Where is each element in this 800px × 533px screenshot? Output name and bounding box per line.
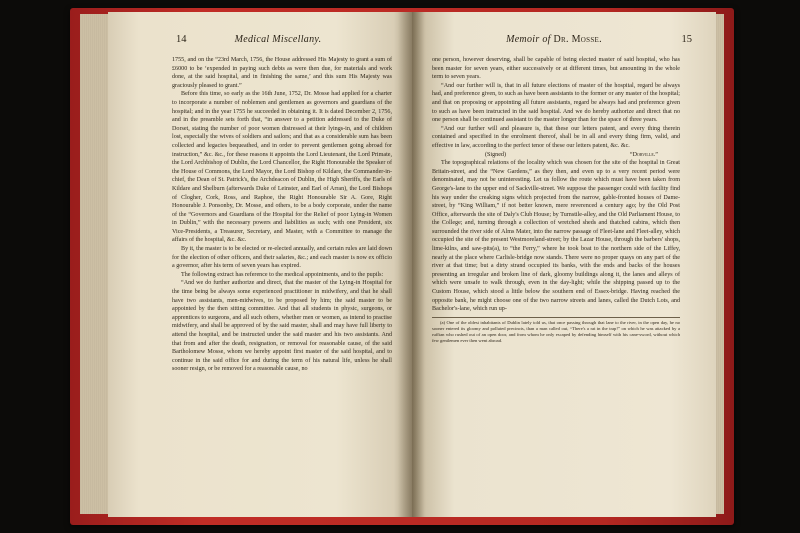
signature-name: “Dorville.”: [629, 151, 658, 158]
left-running-title: Medical Miscellany.: [234, 34, 322, 45]
right-page: [412, 12, 716, 517]
signed-label: (Signed): [485, 151, 506, 158]
running-title-prefix: Memoir of: [506, 34, 554, 45]
paragraph: Before this time, so early as the 16th June, 1752, Dr. Mosse had applied for a charter to incorporate a number of noblemen and gentlemen as governors and guardians of the hospital; and in the year 1755 he succeeded in obtaining it. It is dated December 2, 1756, and in the preamble sets forth that, “in answer to a petition addressed to the Duke of Dorset, stating the number of poor women distressed at their lyings-in, and of children lost, especially the wives of soldiers and sailors; and that as a considerable sum has been collected and legacies bequeathed, and in order to prevent gentlemen going abroad for instruction,” &c. &c., for these reasons it appoints the Lord Lieutenant, the Lord Primate, the Lord Archbishop of Dublin, the Lord Chancellor, the Right Honourable the Speaker of the House of Commons, the Lord Mayor, the Lord Bishop of Kildare, the Commander-in-chief, the Dean of St. Patrick's, the Archdeacon of Dublin, the High Sheriffs, the Earls of Kildare and Shelburn (afterwards Duke of Leinster, and Earl of Arran), the Lord Bishops of Clogher, Cork, Ross, and Raphoe, the Right Honourable Sir A. Gore, Right Honourable J. Ponsonby, Dr. Mosse, and others, to be a body corporate, under the name of the “Governors and Guardians of the Hospital for the Relief of poor Lying-in Women in Dublin,” with the necessary powers and liabilities as such; with one President, six Vice-Presidents, a Treasurer, Secretary, and Master, with a Committee to manage the affairs of the hospital, &c. &c.: [172, 91, 392, 244]
paragraph: one person, however deserving, shall be capable of being elected master of said hospital, who has been master for seven years, either successively or at different times, but amounting in the whole term to seven years.: [432, 57, 680, 81]
right-running-title: [412, 34, 706, 45]
left-running-head: [108, 34, 412, 48]
signature-line: [432, 151, 680, 160]
right-page-number: 15: [681, 34, 692, 45]
paragraph: “And our further will is, that in all future elections of master of the hospital, regard be always had, and preference given, to such as have been assistants to the former or any master of the hospital; and that on proposing or appointing all future assistants, regard be always had and preference given to such as have been instructed in the said hospital. And we do hereby authorize and direct that no one person shall be continued assistant to the master longer than for the space of three years.: [432, 82, 680, 124]
left-body-text: [172, 56, 392, 374]
left-page: [108, 12, 412, 517]
paragraph: By it, the master is to be elected or re-elected annually, and certain rules are laid down for the election of other officers, and their salaries, &c.; and each master is now ex officio a governor, after his term of seven years has expired.: [172, 246, 392, 270]
paragraph: 1755, and on the “23rd March, 1756, the House addressed His Majesty to grant a sum of £6000 to be ‘expended in paying such debts as were then due, for materials and work done, at the said hospital, and in finishing the same,’ and this sum His Majesty was graciously pleased to grant.”: [172, 57, 392, 89]
left-page-number: 14: [176, 34, 187, 45]
footnote-text: (a) One of the oldest inhabitants of Dublin lately told us, that once passing through that lane to the river, in the open day, he no sooner entered its gloomy and polluted precincts, than a man called out, “There's a rat in the trap!” on which he was attacked by a ruffian who rushed out of an open door, and from whom he only escaped by defending himself with his cane-sword, without which few gentlemen ever then went abroad.: [432, 319, 680, 344]
paragraph: “And our further will and pleasure is, that these our letters patent, and every thing therein contained and specified in the enrolment thereof, shall be in all and every thing firm, valid, and effective in law, according to the perfect tenor of these our letters patent, &c. &c.: [432, 125, 680, 149]
footnote: [432, 317, 680, 345]
right-body-text: [432, 56, 680, 345]
page-edges-left: [80, 14, 110, 514]
right-running-head: [412, 34, 716, 48]
running-title-name: Dr. Mosse.: [553, 34, 602, 45]
paragraph: The topographical relations of the locality which was chosen for the site of the hospital in Great Britain-street, and the “New Gardens,” as they then, and even up to a very recent period were denominated, may not be uninteresting. Let us follow the route which must have been taken from George's-lane to the upper end of Sackville-street. We suppose the passenger could with facility find his way under the creaking signs which projected from the narrow, gable-fronted houses of Dame-street, by “King William,” if not better known, mere reverenced a century ago; by the Old Post Office, afterwards the site of Daly's Club House; by Turnstile-alley, and the Old Parliament House, to the College; and, turning through a collection of wretched sheds and thatched cabins, which then surrounded the river side of Alms Mater, into the narrow passage of Fleet-lane and Fleet-alley, which occupied the site of the present Westmoreland-street; by the Lazar House, through the barbers' shops, lime-kilns, and saw-pits(a), to “the Ferry,” where he took boat to the northern side of the Liffey, nearly at the place where Carlisle-bridge now stands. There were no proper quays on any part of the river at that time; but a dirty strand occupied its banks, with the ends and backs of the houses presenting an irregular and broken line of dark, gloomy buildings along it, the lanes and alleys of which were unsafe to walk through, even in the day-light; while the shipping passed up to the Custom House, which stood a little below the southern end of Essex-bridge. Having reached the opposite bank, he might choose one of the two narrow streets and lanes, called the Dutch Lots, and Bachelor's-lane, which run up-: [432, 160, 680, 313]
paragraph: The following extract has reference to the medical appointments, and to the pupils:: [181, 271, 384, 278]
paragraph: “And we do further authorize and direct, that the master of the Lying-in Hospital for the time being be always some experienced practitioner in midwifery, and that he shall have two assistants, men-midwives, to be proposed by him; the said master to be appointed by the then sitting committee. And that all students in physic, surgeons, or apprentices to surgeons, and all such others, whether men or women, as intend to practise midwifery, and shall be approved of by the said master, shall and may have full liberty to attend the hospital, and be instructed under the said master and his two assistants. And that from and after the death, resignation, or removal for reasonable cause, of the said Bartholomew Mosse, whom we hereby appoint first master of the said hospital, and to continue in the said office for and during the term of his natural life, unless he shall sooner resign, or be removed for a reasonable cause, no: [172, 280, 392, 373]
